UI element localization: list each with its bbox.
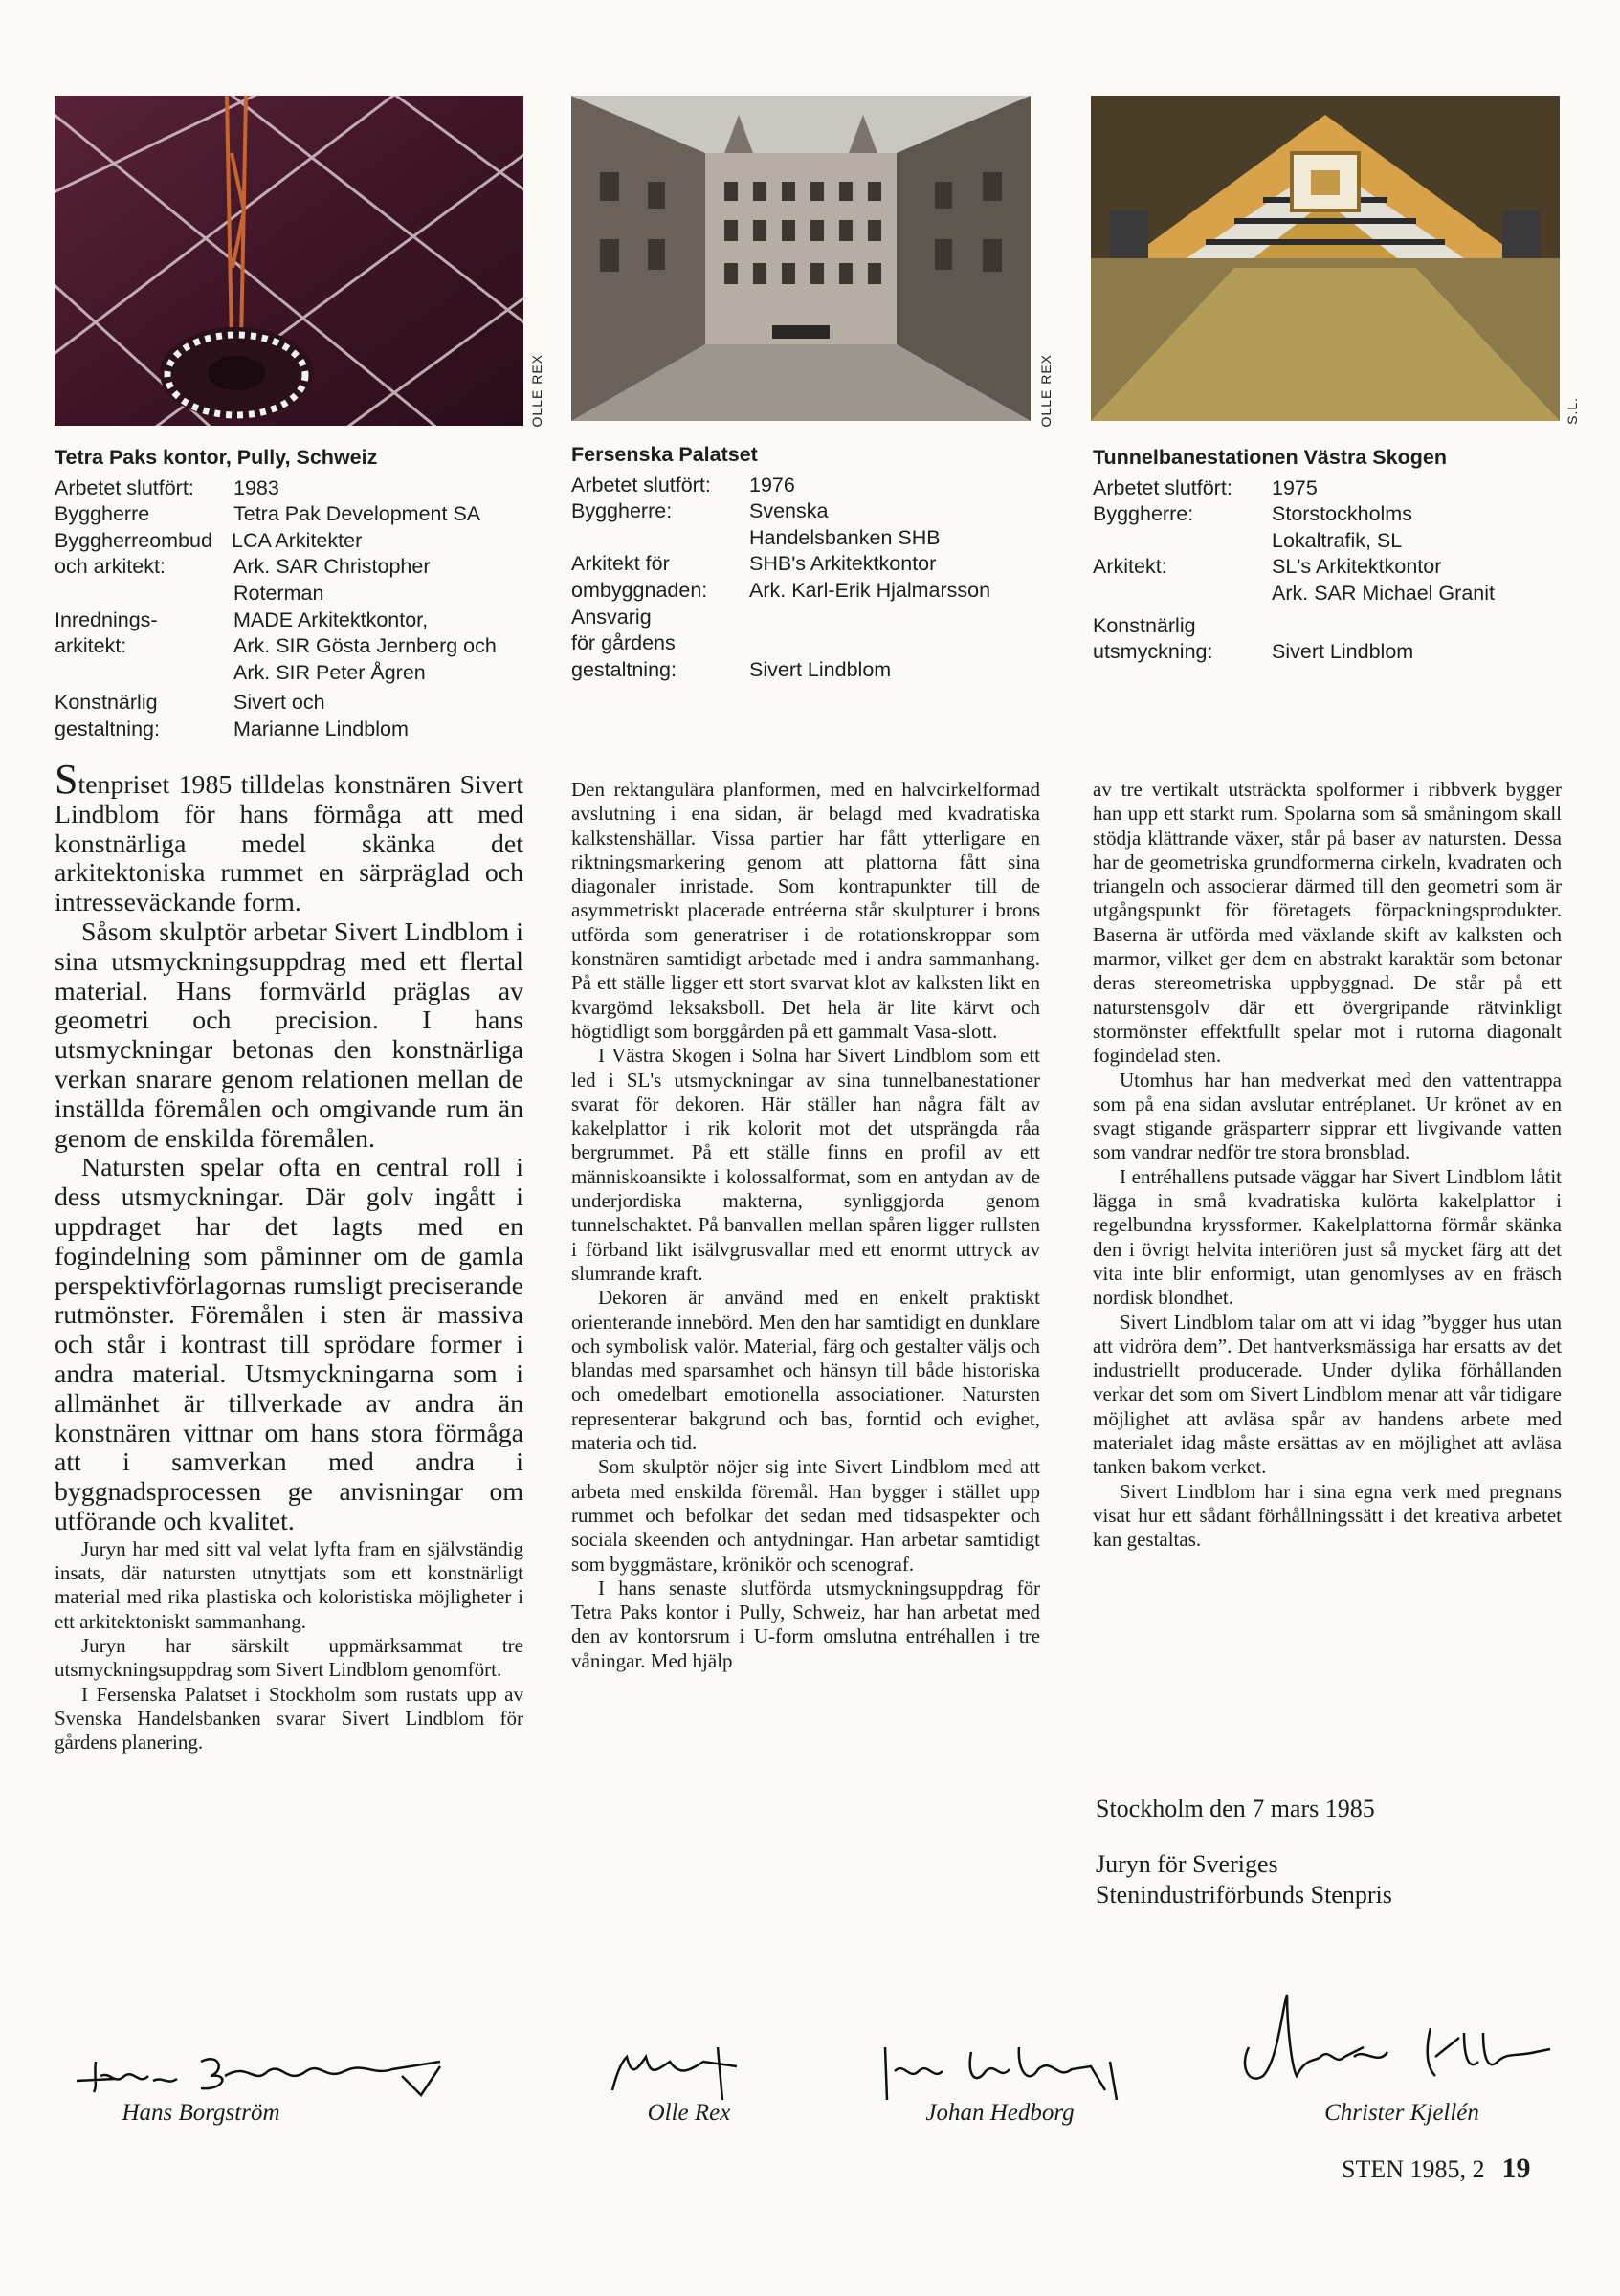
body-column-3 <box>1093 778 1562 1553</box>
caption-key: Byggherre <box>55 502 150 526</box>
photo-vastra-skogen <box>1091 96 1560 421</box>
body-paragraph: I Västra Skogen i Solna har Sivert Lindblom som ett led i SL's utsmyckningar av sina tunnelbanestationer svarat för dekoren. Här ställer han några fält av kakelplattor i rik kolorit mot det utsprängda råa bergrummet. På ett ställe finns en profil av ett människoansikte i kolossalformat, som en antydan av de underjordiska makterna, synliggjorda genom tunnelschaktet. På banvallen mellan spåren ligger rullsten i förband likt isälvgrusvallar med ett enormt uttryck av slumrande kraft. <box>571 1044 1040 1285</box>
page-number: 19 <box>1501 2152 1531 2184</box>
caption-key: och arkitekt: <box>55 555 166 579</box>
caption-fersenska-palatset <box>571 442 1050 683</box>
body-column-1 <box>55 756 523 1755</box>
caption-key: Arbetet slutfört: <box>55 475 194 499</box>
handwritten-signature <box>866 2033 1134 2100</box>
caption-key: Inrednings- arkitekt: <box>55 607 158 658</box>
caption-title: Tetra Paks kontor, Pully, Schweiz <box>55 446 378 469</box>
caption-key: Arkitekt för ombyggnaden: <box>571 552 708 602</box>
caption-value: 1983 <box>233 475 279 499</box>
jury-line-1: Juryn för Sveriges <box>1096 1850 1278 1878</box>
photo-fersenska-palatset <box>571 96 1031 421</box>
body-paragraph: Juryn har särskilt uppmärksammat tre utsmyckningsuppdrag som Sivert Lindblom genomfört. <box>55 1633 523 1682</box>
photo-credit: S.L. <box>1565 397 1580 425</box>
body-paragraph: Sivert Lindblom har i sina egna verk med pregnans visat hur ett sådant förhållningssätt i det kreativa arbetet kan gestaltas. <box>1093 1479 1562 1552</box>
body-paragraph: Natursten spelar ofta en central roll i dess utsmyckningar. Där golv ingått i uppdraget har det lagts med en fogindelning som påminner om de gamla perspektivförlagornas rumsligt preciserande rutmönster. Föremålen i sten är massiva och står i kontrast till sprödare former i andra material. Utsmyckningarna som i allmänhet är tillverkade av andra än konstnären vittnar om hans stora förmåga att i samverkan med andra i byggnadsprocessen ge anvisningar om utförande och kvalitet. <box>55 1153 523 1536</box>
caption-tetra-pak <box>55 445 543 743</box>
body-column-2 <box>571 778 1040 1673</box>
caption-key: Arbetet slutfört: <box>571 473 711 497</box>
caption-value: Ark. SAR Christopher Roterman <box>233 555 431 605</box>
caption-key: Arbetet slutfört: <box>1093 475 1232 499</box>
page-footer <box>1342 2152 1531 2185</box>
body-paragraph: av tre vertikalt utsträckta spolformer i ribbverk bygger han upp ett starkt rum. Spolarna som så småningom skall stödja klättrande växer, står på baser av natursten. Dessa har de geometriska grundformerna cirkeln, kvadraten och triangeln och associerar därmed till den geometri som är utgångspunkt för företagets förpackningsprodukter. Baserna är utförda med växlande skift av kalksten och marmor, vilket ger dem en abstrakt karaktär som betonar deras stereometriska uppbyggnad. De står på ett naturstensgolv där ett övergripande rätvinkligt stormönster effektfullt spelar mot i rutorna diagonalt fogindelad sten. <box>1093 778 1562 1068</box>
handwritten-signature <box>1210 1990 1555 2100</box>
signature-name: Hans Borgström <box>122 2100 280 2126</box>
body-paragraph: Dekoren är använd med en enkelt praktiskt orienterande innebörd. Men den har samtidigt en dunklare och symbolisk valör. Material, färg och gestalter väljs och blandas med sparsamhet och hänsyn till både historiska och omedelbart emotionella associationer. Natursten representerar bakgrund och bas, forntid och evighet, materia och tid. <box>571 1286 1040 1455</box>
caption-key: Arkitekt: <box>1093 555 1167 579</box>
body-paragraph: Den rektangulära planformen, med en halvcirkelformad avslutning i ena sidan, är belagd med kvadratiska kalkstenshällar. Vissa partier har fått ytterligare en riktningsmarkering genom att plattorna fått sina diagonaler inristade. Som kontrapunkter till de asymmetriskt placerade entréerna står skulpturer i brons utförda som generatriser i de rotationskroppar som konstnären samtidigt arbetade med i andra sammanhang. På ett ställe ligger ett stort svarvat klot av kalksten likt en kvargömd leksaksboll. Det hela är lite kärvt och högtidligt som borggården på ett gammalt Vasa-slott. <box>571 778 1040 1043</box>
photo-credit: OLLE REX <box>529 354 544 428</box>
caption-key: Byggherre: <box>1093 502 1194 526</box>
body-paragraph: Sivert Lindblom talar om att vi idag ”bygger hus utan att vidröra dem”. Det hantverksmässiga har ersatts av det industriellt producerade. Under dylika förhållanden verkar det som om Sivert Lindblom menar att vår tidigare möjlighet att avläsa spår av handens arbete med materialet idag måste ersättas av en möjlighet att avläsa tanken bakom verket. <box>1093 1310 1562 1479</box>
handwritten-signature <box>593 2033 785 2100</box>
signature-olle-rex <box>593 2033 785 2127</box>
caption-title: Fersenska Palatset <box>571 443 758 466</box>
signature-name: Christer Kjellén <box>1324 2100 1479 2126</box>
caption-value: Sivert och Marianne Lindblom <box>233 691 409 740</box>
lead-text: tenpriset 1985 tilldelas konstnären Sivert Lindblom för hans förmåga att med konstnärliga medel skänka det arkitektoniska rummet en särpräglad och intresseväckande form. <box>55 770 523 918</box>
body-paragraph: I hans senaste slutförda utsmyckningsuppdrag för Tetra Paks kontor i Pully, Schweiz, har han arbetat med den av kontorsrum i U-form omslutna entréhallen i tre våningar. Med hjälp <box>571 1576 1040 1672</box>
body-paragraph: Som skulptör nöjer sig inte Sivert Lindblom med att arbeta med enskilda föremål. Han bygger i stället upp rummet och befolkar det sedan med tidsaspekter och sociala skeenden och antydningar. Han arbetar samtidigt som byggmästare, krönikör och scenograf. <box>571 1455 1040 1576</box>
body-paragraph: I entréhallens putsade väggar har Sivert Lindblom låtit lägga in små kvadratiska kulörta kakelplattor i regelbundna kryssformer. Kakelplattorna förmår skänka den i övrigt helvita interiören just så mycket färg att det vita inte blir enformigt, utan genomlyses av en fräsch nordisk blondhet. <box>1093 1164 1562 1310</box>
signature-hans-borgstrom <box>48 2033 469 2127</box>
caption-value: Storstockholms Lokaltrafik, SL <box>1272 502 1412 552</box>
body-paragraph: Utomhus har han medverkat med den vattentrappa som på ena sidan avslutar entréplanet. Ur krönet av en svagt stigande gräsparterr sipprar ett livgivande vatten som vandrar nedför tre stora bronsblad. <box>1093 1068 1562 1164</box>
handwritten-signature <box>57 2033 459 2100</box>
signature-johan-hedborg <box>866 2033 1134 2127</box>
signature-name: Olle Rex <box>647 2100 731 2126</box>
caption-key: Byggherreombud <box>55 528 212 552</box>
photo-credit: OLLE REX <box>1038 354 1054 428</box>
caption-vastra-skogen <box>1093 445 1562 666</box>
photo-tetra-pak <box>55 96 523 426</box>
caption-value: Sivert Lindblom <box>749 657 892 681</box>
caption-key: Konstnärlig utsmyckning: <box>1093 613 1213 664</box>
caption-value: Tetra Pak Development SA <box>233 502 481 526</box>
signature-name: Johan Hedborg <box>925 2100 1075 2126</box>
caption-value: LCA Arkitekter <box>232 528 363 552</box>
caption-title: Tunnelbanestationen Västra Skogen <box>1093 446 1447 469</box>
body-paragraph-lead <box>55 756 523 918</box>
jury-line-2: Stenindustriförbunds Stenpris <box>1096 1881 1392 1909</box>
caption-key: Konstnärlig gestaltning: <box>55 691 160 740</box>
caption-key: Byggherre: <box>571 499 673 523</box>
caption-value: SHB's Arkitektkontor Ark. Karl-Erik Hjalmarsson <box>749 552 991 602</box>
place-date: Stockholm den 7 mars 1985 <box>1096 1795 1375 1822</box>
journal-issue: STEN 1985, 2 <box>1342 2155 1485 2183</box>
caption-value: Svenska Handelsbanken SHB <box>749 499 941 549</box>
body-paragraph: I Fersenska Palatset i Stockholm som rustats upp av Svenska Handelsbanken svarar Sivert Lindblom för gårdens planering. <box>55 1682 523 1755</box>
caption-value: MADE Arkitektkontor, Ark. SIR Gösta Jernberg och Ark. SIR Peter Ågren <box>233 607 497 684</box>
body-paragraph: Såsom skulptör arbetar Sivert Lindblom i sina utsmyckningsuppdrag med ett flertal material. Hans formvärld präglas av geometri och precision. I hans utsmyckningar betonas den konstnärliga verkan snarare genom relationen mellan de inställda föremålen och omgivande rum än genom de enskilda föremålen. <box>55 916 523 1154</box>
drop-cap: S <box>55 756 78 803</box>
body-paragraph: Juryn har med sitt val velat lyfta fram en självständig insats, där natursten utnyttjats som ett konstnärligt material med rika plastiska och koloristiska möjligheter i ett arkitektoniskt sammanhang. <box>55 1536 523 1633</box>
signature-christer-kjellen <box>1210 1990 1555 2127</box>
caption-key: Ansvarig för gårdens gestaltning: <box>571 605 677 681</box>
caption-value: 1975 <box>1272 475 1318 499</box>
caption-value: SL's Arkitektkontor Ark. SAR Michael Granit <box>1272 555 1495 605</box>
caption-value: 1976 <box>749 473 795 497</box>
caption-value: Sivert Lindblom <box>1272 640 1414 664</box>
